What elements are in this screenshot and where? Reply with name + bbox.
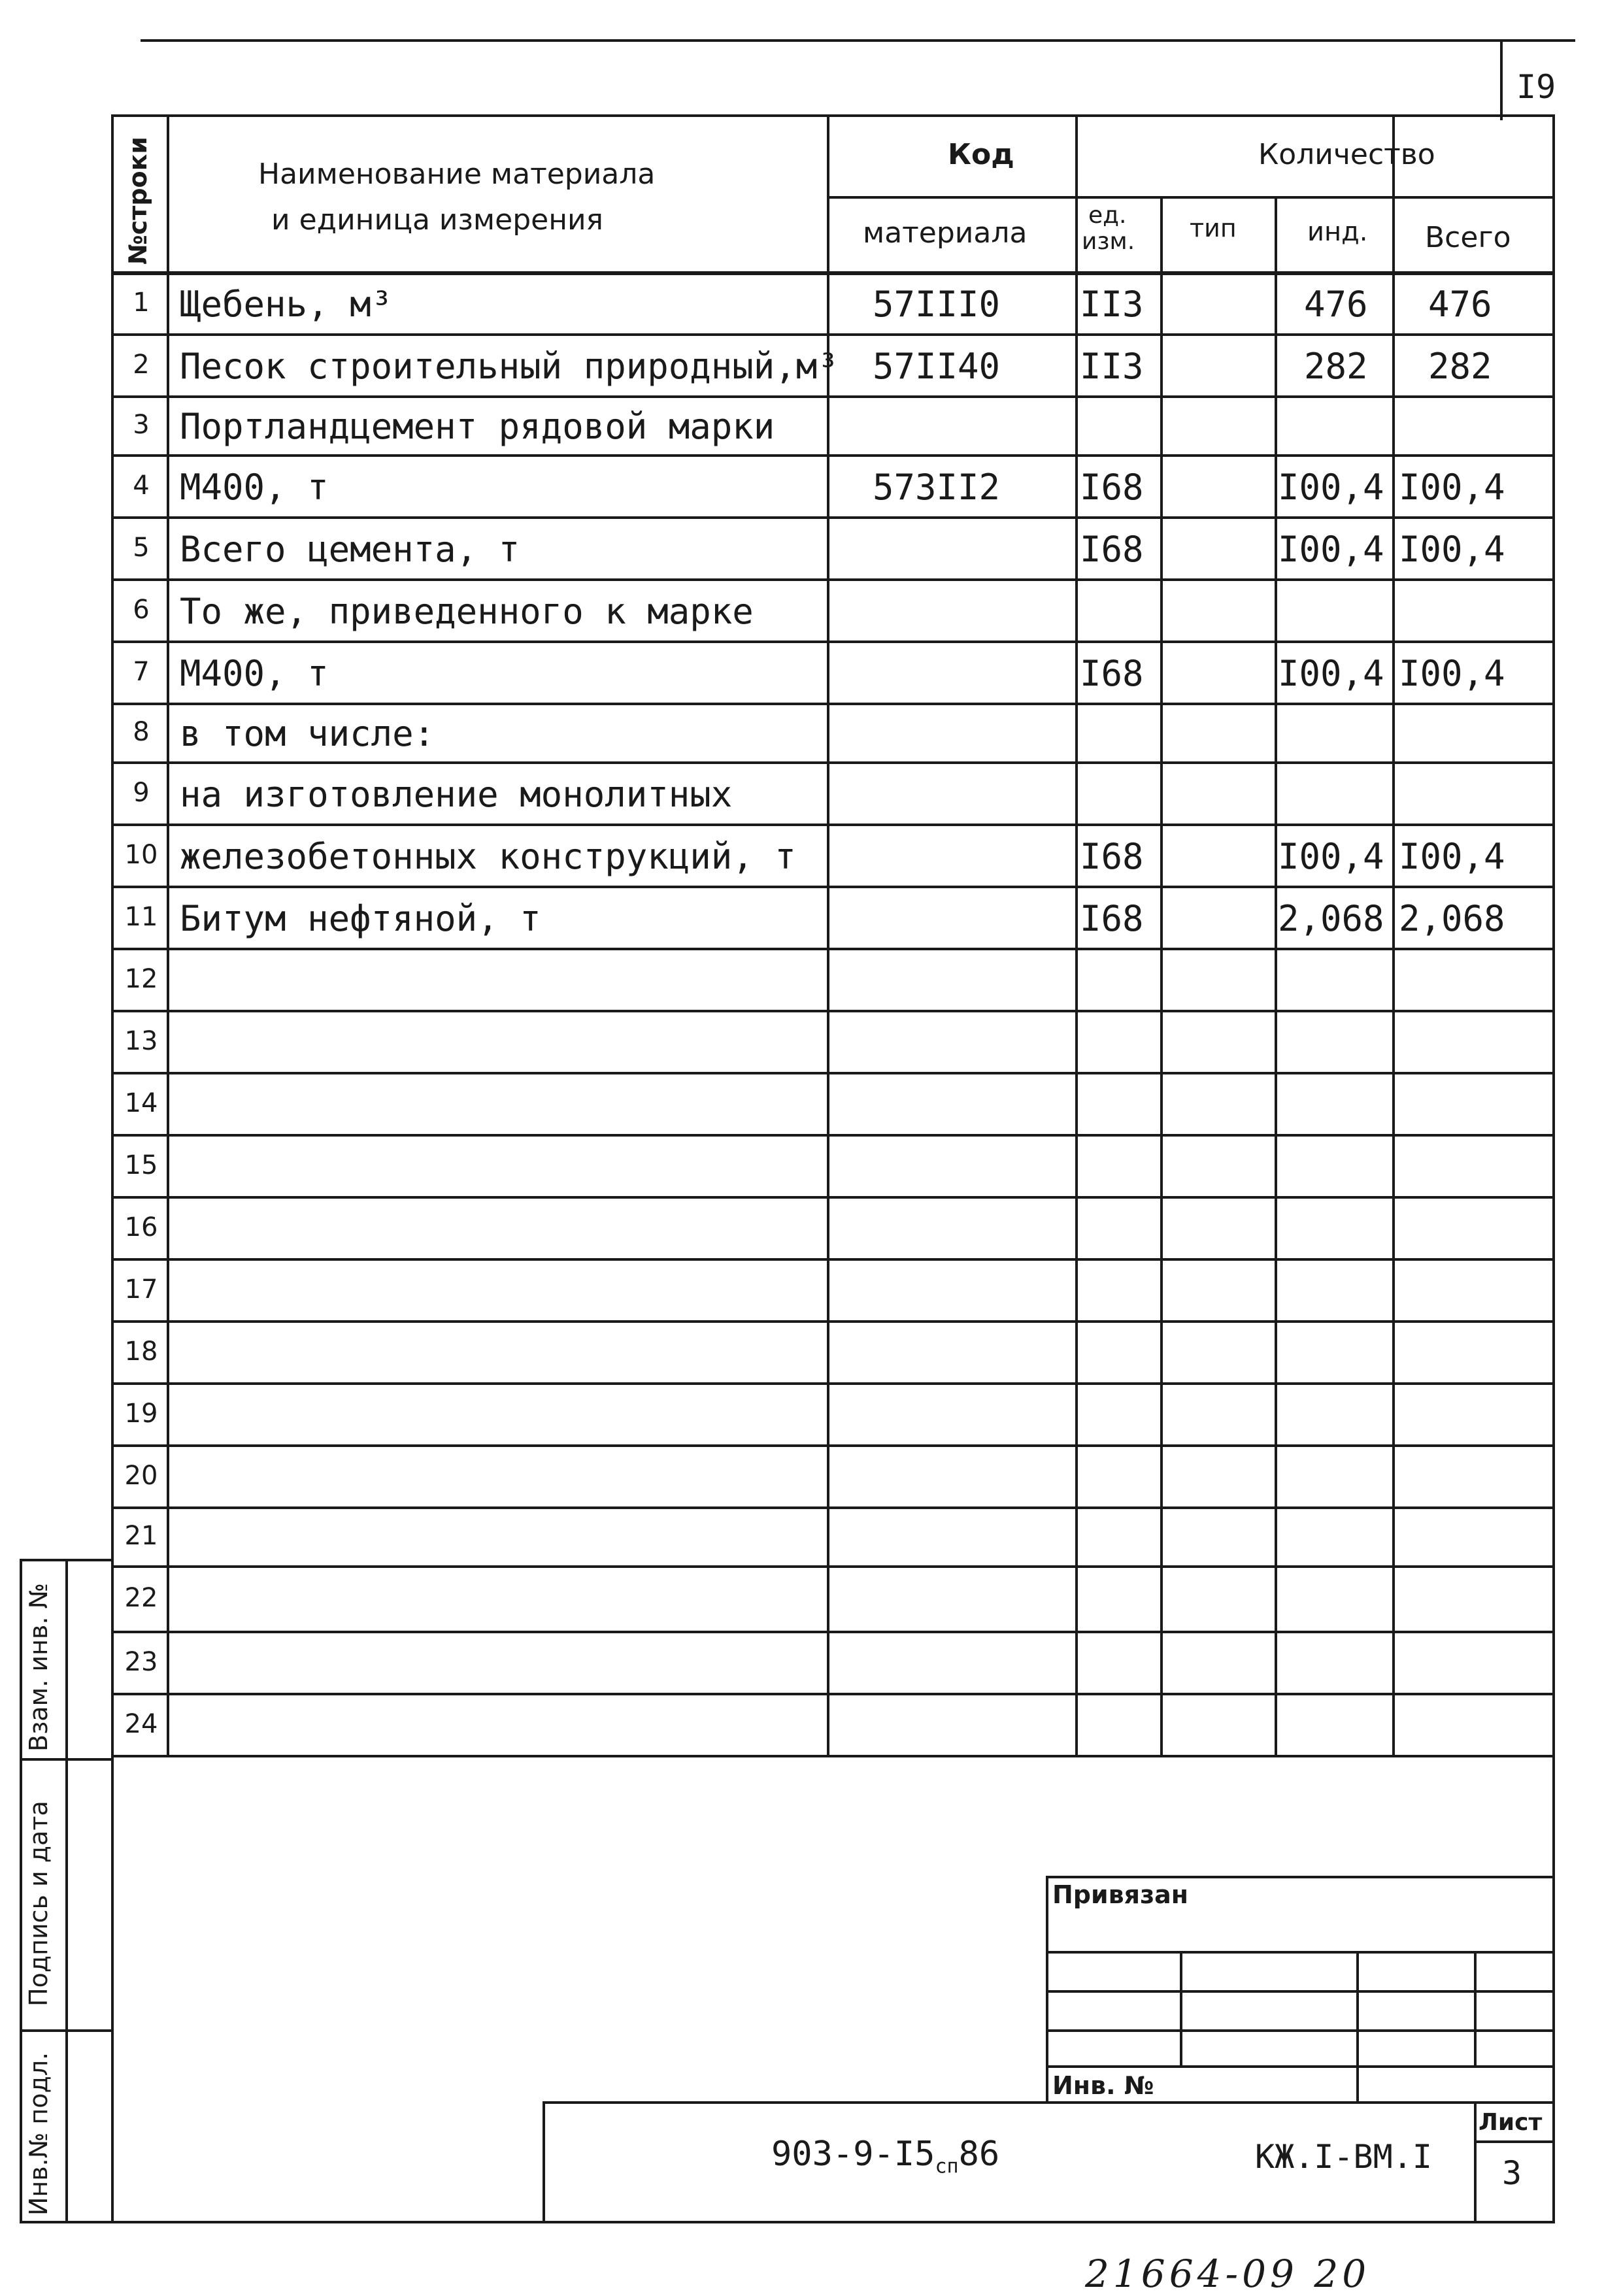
table-rule <box>111 641 1555 643</box>
material-name: М400, т <box>180 653 329 694</box>
drawing-mark: КЖ.I-ВМ.I <box>1255 2138 1432 2176</box>
table-rule <box>111 1320 1555 1323</box>
row-number: 12 <box>124 964 158 994</box>
sheet-value: 3 <box>1502 2154 1522 2192</box>
unit-code: I68 <box>1080 898 1144 939</box>
top-rule <box>141 39 1575 42</box>
table-rule <box>111 1134 1555 1137</box>
doc-subscript: сп <box>935 2155 959 2178</box>
table-rule <box>111 761 1555 764</box>
qty-ind: I00,4 <box>1278 653 1384 694</box>
material-name: Песок строительный природный,м³ <box>180 346 839 387</box>
table-rule <box>111 516 1555 519</box>
qty-total: I00,4 <box>1399 653 1505 694</box>
table-rule <box>111 578 1555 581</box>
row-number: 22 <box>124 1583 158 1613</box>
table-rule <box>111 395 1555 398</box>
row-number: 18 <box>124 1337 158 1367</box>
doc-number: $903-9-I5_{сп}86$ <box>771 2135 1000 2178</box>
material-name: железобетонных конструкций, т <box>180 836 796 877</box>
material-name: Битум нефтяной, т <box>180 898 541 939</box>
row-number: 17 <box>124 1274 158 1305</box>
podpis-data-label: Подпись и дата <box>24 1801 53 2006</box>
header-name-line1: Наименование материала <box>258 158 656 191</box>
page-number-box-left <box>1500 39 1503 120</box>
row-number: 21 <box>124 1521 158 1551</box>
table-rule <box>1552 114 1555 1757</box>
qty-ind: 2,068 <box>1278 898 1384 939</box>
material-name: Всего цемента, т <box>180 529 520 570</box>
unit-code: II3 <box>1080 284 1144 325</box>
material-name: Щебень, м³ <box>180 284 393 325</box>
header-qty-type: тип <box>1190 214 1237 242</box>
material-code: 57II40 <box>873 346 1001 387</box>
table-rule <box>1075 114 1078 1757</box>
qty-total: 2,068 <box>1399 898 1505 939</box>
row-number: 9 <box>133 778 150 808</box>
material-code: 573II2 <box>873 467 1001 508</box>
table-rule <box>1392 114 1395 1757</box>
material-name: на изготовление монолитных <box>180 774 733 815</box>
table-rule <box>1275 196 1277 1757</box>
header-quantity: Количество <box>1258 138 1435 171</box>
header-unit-line2: изм. <box>1082 228 1135 255</box>
row-number: 20 <box>124 1461 158 1491</box>
row-number: 23 <box>124 1647 158 1677</box>
header-qty-total: Всего <box>1425 221 1511 254</box>
row-number: 16 <box>124 1212 158 1242</box>
header-code-material: материала <box>863 216 1028 250</box>
unit-code: I68 <box>1080 836 1144 877</box>
header-name-line2: и единица измерения <box>271 203 604 237</box>
table-rule <box>111 1755 1555 1757</box>
inv-podl-label: Инв.№ подл. <box>24 2052 53 2216</box>
row-number: 2 <box>133 350 150 380</box>
row-number: 14 <box>124 1088 158 1118</box>
row-number: 3 <box>133 410 150 440</box>
table-rule <box>111 1506 1555 1509</box>
qty-ind: I00,4 <box>1278 836 1384 877</box>
sheet-label: Лист <box>1479 2109 1543 2136</box>
header-unit-line1: ед. <box>1088 202 1127 229</box>
qty-total: I00,4 <box>1399 529 1505 570</box>
vzam-inv-label: Взам. инв. № <box>24 1582 53 1752</box>
row-number: 10 <box>124 840 158 870</box>
table-rule <box>111 948 1555 950</box>
unit-code: I68 <box>1080 653 1144 694</box>
header-code: Код <box>948 138 1014 171</box>
table-rule <box>111 1382 1555 1385</box>
table-rule <box>827 196 1555 199</box>
qty-total: I00,4 <box>1399 836 1505 877</box>
table-rule <box>1160 196 1163 1757</box>
table-rule <box>111 1444 1555 1447</box>
qty-total: 282 <box>1428 346 1492 387</box>
material-name: М400, т <box>180 467 329 508</box>
material-name: Портландцемент рядовой марки <box>180 406 775 447</box>
table-rule <box>111 1010 1555 1012</box>
table-rule <box>111 1196 1555 1199</box>
table-rule <box>111 703 1555 705</box>
table-rule <box>111 824 1555 826</box>
frame-bottom <box>111 2221 1555 2223</box>
row-number: 1 <box>133 288 150 318</box>
unit-code: I68 <box>1080 529 1144 570</box>
row-number: 19 <box>124 1399 158 1429</box>
qty-ind: 282 <box>1304 346 1368 387</box>
qty-total: 476 <box>1428 284 1492 325</box>
qty-ind: 476 <box>1304 284 1368 325</box>
header-row-no: №строки <box>124 137 152 265</box>
row-number: 15 <box>124 1150 158 1180</box>
table-rule <box>111 114 1555 117</box>
page-number: I9 <box>1516 68 1556 106</box>
unit-code: II3 <box>1080 346 1144 387</box>
row-number: 7 <box>133 657 150 687</box>
table-rule <box>111 271 1555 275</box>
privyazan-label: Привязан <box>1052 1880 1189 1909</box>
unit-code: I68 <box>1080 467 1144 508</box>
row-number: 4 <box>133 471 150 501</box>
table-rule <box>111 1565 1555 1568</box>
qty-ind: I00,4 <box>1278 529 1384 570</box>
row-number: 5 <box>133 533 150 563</box>
material-name: То же, приведенного к марке <box>180 591 754 632</box>
handwritten-archive-number: 21664-09 20 <box>1085 2252 1371 2296</box>
row-number: 8 <box>133 717 150 747</box>
qty-ind: I00,4 <box>1278 467 1384 508</box>
table-rule <box>111 454 1555 457</box>
table-rule <box>111 1693 1555 1695</box>
frame-right <box>1552 1755 1555 2223</box>
frame-left <box>111 1755 114 2223</box>
table-rule <box>111 1258 1555 1261</box>
table-rule <box>111 1072 1555 1074</box>
inv-no-label: Инв. № <box>1052 2071 1154 2100</box>
row-number: 24 <box>124 1709 158 1739</box>
material-code: 57III0 <box>873 284 1001 325</box>
qty-total: I00,4 <box>1399 467 1505 508</box>
table-rule <box>111 333 1555 336</box>
table-rule <box>111 886 1555 888</box>
row-number: 11 <box>124 902 158 932</box>
row-number: 6 <box>133 595 150 625</box>
material-name: в том числе: <box>180 713 435 754</box>
header-qty-ind: инд. <box>1307 217 1368 247</box>
row-number: 13 <box>124 1026 158 1056</box>
table-rule <box>111 1631 1555 1633</box>
